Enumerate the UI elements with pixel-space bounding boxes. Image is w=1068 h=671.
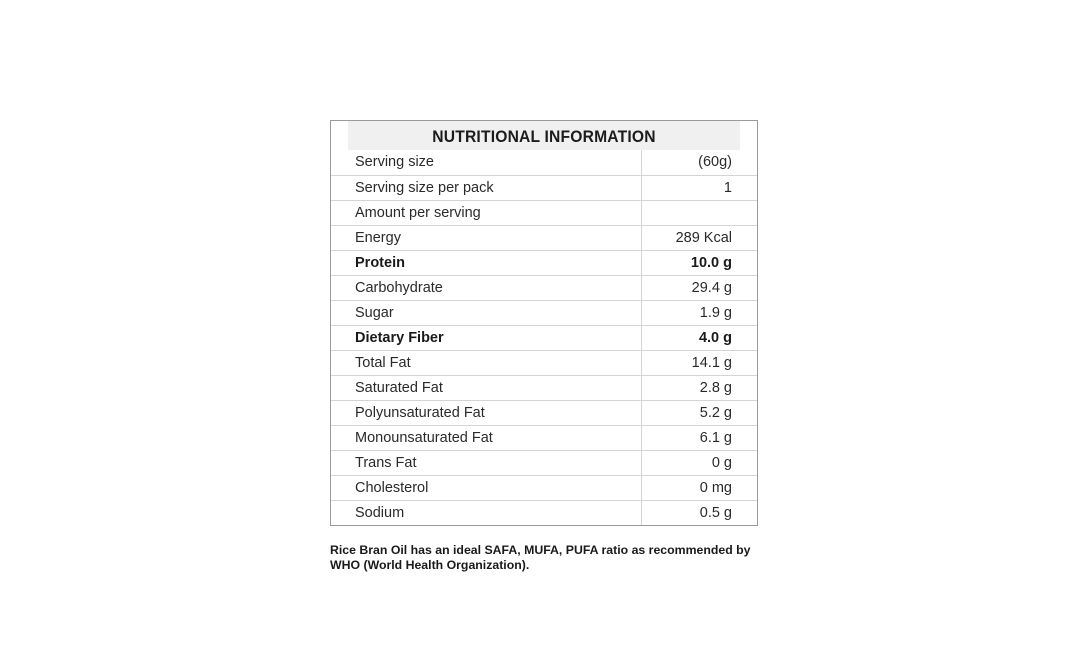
nutrient-name: Cholesterol (331, 475, 641, 500)
nutrient-name: Trans Fat (331, 450, 641, 475)
nutrient-value: 0 mg (641, 475, 757, 500)
nutrient-name: Monounsaturated Fat (331, 425, 641, 450)
nutrient-value: 4.0 g (641, 325, 757, 350)
footnote-line: Rice Bran Oil has an ideal SAFA, MUFA, PUFA ratio as recommended by (330, 543, 751, 557)
table-row (331, 150, 757, 175)
nutrient-name: Amount per serving (331, 200, 641, 225)
table-row (331, 425, 757, 450)
nutrient-name: Polyunsaturated Fat (331, 400, 641, 425)
nutrient-value: (60g) (698, 154, 732, 171)
nutrient-name: Serving size per pack (331, 175, 641, 200)
nutrient-value: 2.8 g (641, 375, 757, 400)
table-row (331, 200, 757, 225)
nutrient-name: Serving size (331, 150, 641, 175)
table-row (331, 400, 757, 425)
table-row (331, 325, 757, 350)
footnote-line: WHO (World Health Organization). (330, 558, 530, 572)
nutrient-name: Energy (331, 225, 641, 250)
nutrient-name: Saturated Fat (331, 375, 641, 400)
nutrient-value: 29.4 g (641, 275, 757, 300)
nutrient-name: Protein (331, 250, 641, 275)
table-row (331, 275, 757, 300)
nutrient-name: Sugar (331, 300, 641, 325)
nutrient-value: 6.1 g (641, 425, 757, 450)
table-row (331, 225, 757, 250)
nutrition-table (331, 150, 757, 525)
table-row (331, 475, 757, 500)
table-row (331, 250, 757, 275)
footnote (330, 543, 770, 573)
nutrient-value: 289 Kcal (641, 225, 757, 250)
nutrient-value: 1 (641, 175, 757, 200)
nutrient-value: 10.0 g (641, 250, 757, 275)
panel-title: NUTRITIONAL INFORMATION (348, 121, 740, 150)
nutrient-value: 5.2 g (641, 400, 757, 425)
nutrient-value: 0.5 g (641, 500, 757, 525)
nutrient-name: Sodium (331, 500, 641, 525)
table-row (331, 450, 757, 475)
nutrient-name: Dietary Fiber (331, 325, 641, 350)
table-row (331, 375, 757, 400)
table-row (331, 175, 757, 200)
nutrient-name: Carbohydrate (331, 275, 641, 300)
nutrition-panel (330, 120, 758, 526)
table-row (331, 350, 757, 375)
table-row (331, 500, 757, 525)
table-row (331, 300, 757, 325)
nutrient-value: 14.1 g (641, 350, 757, 375)
nutrient-value: 0 g (641, 450, 757, 475)
nutrient-value (641, 200, 757, 225)
nutrient-name: Total Fat (331, 350, 641, 375)
nutrient-value: 1.9 g (641, 300, 757, 325)
